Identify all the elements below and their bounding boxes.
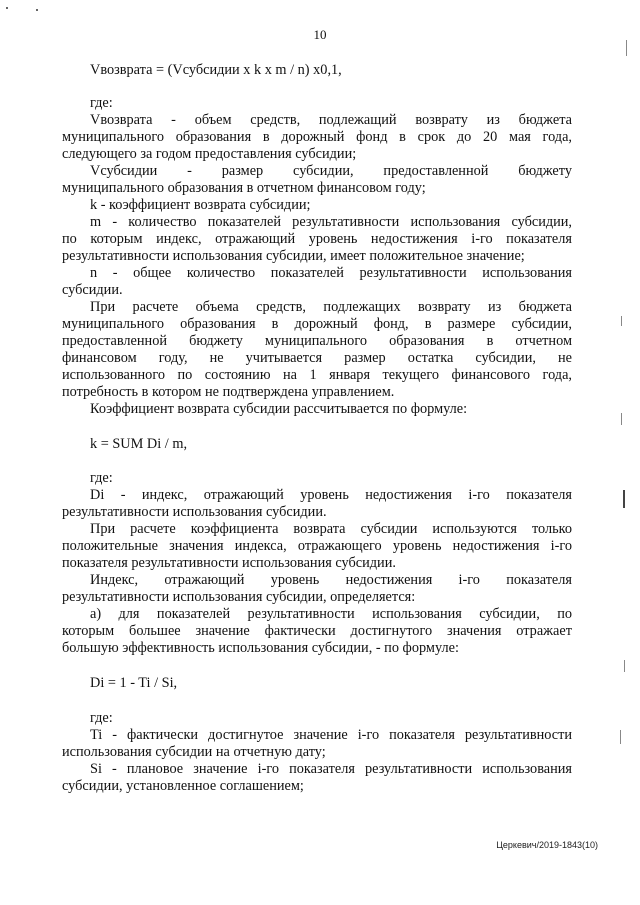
paragraph-line: а) для показателей результативности использования субсидии, по — [90, 606, 572, 622]
paragraph-line: муниципального образования в дорожный фонд, в размере субсидии, — [62, 316, 572, 332]
paragraph-line: показателя результативности использования субсидии. — [62, 555, 396, 571]
where-label: где: — [90, 95, 113, 111]
paragraph-line: следующего за годом предоставления субсидии; — [62, 146, 357, 162]
paragraph-line: При расчете объема средств, подлежащих возврату из бюджета — [90, 299, 572, 315]
paragraph-line: потребность в котором не подтверждена управлением. — [62, 384, 395, 400]
paragraph-line: предоставленной бюджету муниципального образования в отчетном — [62, 333, 572, 349]
where-label: где: — [90, 710, 113, 726]
paragraph-line: Vвозврата - объем средств, подлежащий возврату из бюджета — [90, 112, 572, 128]
paragraph-line: Di - индекс, отражающий уровень недостижения i-го показателя — [90, 487, 572, 503]
formula-line: Vвозврата = (Vсубсидии x k x m / n) x0,1, — [90, 62, 342, 78]
paragraph-line: Vсубсидии - размер субсидии, предоставленной бюджету — [90, 163, 572, 179]
scan-edge-mark — [621, 413, 622, 425]
paragraph-line: субсидии. — [62, 282, 123, 298]
paragraph-line: n - общее количество показателей результативности использования — [90, 265, 572, 281]
paragraph-line: результативности использования субсидии, имеет положительное значение; — [62, 248, 525, 264]
where-label: где: — [90, 470, 113, 486]
paragraph-line: использования субсидии на отчетную дату; — [62, 744, 326, 760]
scan-edge-mark — [620, 730, 621, 744]
paragraph-line: Индекс, отражающий уровень недостижения i-го показателя — [90, 572, 572, 588]
paragraph-line: результативности использования субсидии, определяется: — [62, 589, 416, 605]
scan-speck — [36, 9, 38, 11]
paragraph-line: Si - плановое значение i-го показателя результативности использования — [90, 761, 572, 777]
formula-line: Di = 1 - Ti / Si, — [90, 675, 178, 691]
paragraph-line: положительные значения индекса, отражающего уровень недостижения i-го — [62, 538, 572, 554]
scan-edge-mark — [624, 660, 625, 672]
paragraph-line: k - коэффициент возврата субсидии; — [90, 197, 311, 213]
paragraph-line: Ti - фактически достигнутое значение i-го показателя результативности — [90, 727, 572, 743]
paragraph-line: m - количество показателей результативности использования субсидии, — [90, 214, 572, 230]
paragraph-line: большую эффективность использования субсидии, - по формуле: — [62, 640, 459, 656]
paragraph-line: финансовом году, не учитывается размер остатка субсидии, не — [62, 350, 572, 366]
paragraph-line: Коэффициент возврата субсидии рассчитывается по формуле: — [90, 401, 468, 417]
paragraph-line: которым большее значение фактически достигнутого значения отражает — [62, 623, 572, 639]
paragraph-line: результативности использования субсидии. — [62, 504, 327, 520]
paragraph-line: При расчете коэффициента возврата субсидии используются только — [90, 521, 572, 537]
scan-edge-mark — [621, 316, 622, 326]
paragraph-line: по которым индекс, отражающий уровень недостижения i-го показателя — [62, 231, 572, 247]
paragraph-line: использованного по состоянию на 1 января текущего финансового года, — [62, 367, 572, 383]
paragraph-line: муниципального образования в отчетном финансовом году; — [62, 180, 426, 196]
page-number: 10 — [313, 27, 327, 42]
document-footer-code: Церкевич/2019-1843(10) — [496, 840, 598, 850]
scan-speck — [6, 7, 8, 9]
paragraph-line: субсидии, установленное соглашением; — [62, 778, 304, 794]
formula-line: k = SUM Di / m, — [90, 436, 188, 452]
scan-edge-mark — [623, 490, 625, 508]
paragraph-line: муниципального образования в дорожный фонд в срок до 20 мая года, — [62, 129, 572, 145]
